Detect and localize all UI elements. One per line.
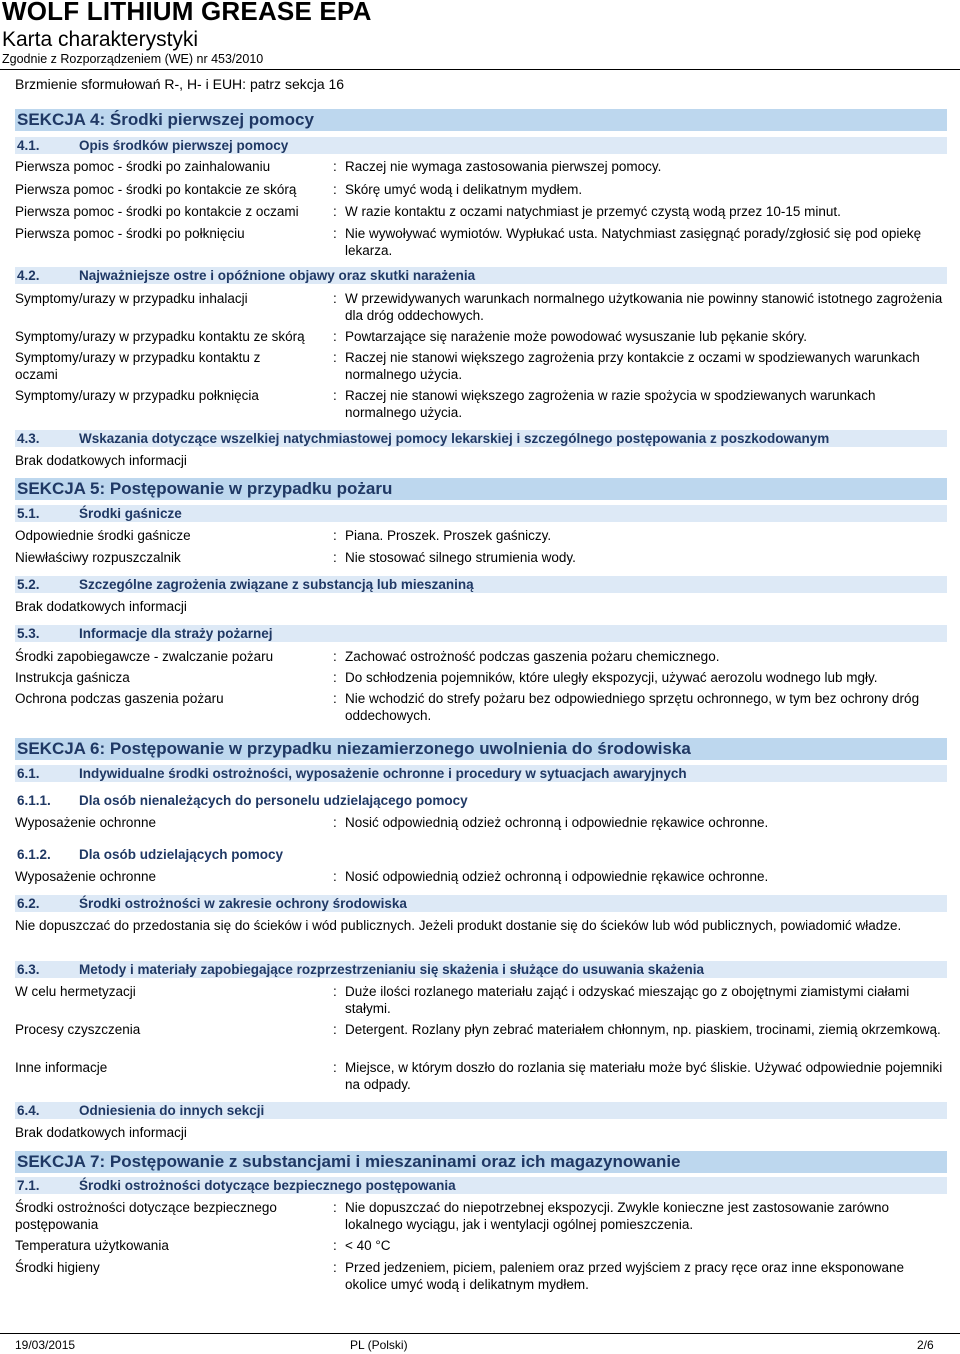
field-separator: : <box>333 815 337 830</box>
field-value: W przewidywanych warunkach normalnego użytkowania nie powinny stanowić istotnego zagrożenia dla dróg oddechowych. <box>345 291 943 323</box>
subsection-6-2 <box>15 895 947 912</box>
section-4-title: SEKCJA 4: Środki pierwszej pomocy <box>15 109 947 131</box>
header-divider <box>0 69 960 70</box>
subsection-title: Najważniejsze ostre i opóźnione objawy oraz skutki narażenia <box>79 268 476 283</box>
subsection-6-3 <box>15 961 947 978</box>
field-label: Wyposażenie ochronne <box>15 815 156 830</box>
subsection-title: Dla osób nienależących do personelu udzielającego pomocy <box>79 793 468 808</box>
subsection-6-4 <box>15 1102 947 1119</box>
field-label: Instrukcja gaśnicza <box>15 670 130 685</box>
field-separator: : <box>333 670 337 685</box>
field-separator: : <box>333 1060 337 1075</box>
field-label: Symptomy/urazy w przypadku połknięcia <box>15 388 259 403</box>
field-separator: : <box>333 182 337 197</box>
subsection-number: 6.1.2. <box>17 847 51 862</box>
subsection-title: Wskazania dotyczące wszelkiej natychmiastowej pomocy lekarskiej i szczególnego postępowania z poszkodowanym <box>79 431 830 446</box>
field-value: Raczej nie stanowi większego zagrożenia przy kontakcie z oczami w spodziewanych warunkach normalnego użycia. <box>345 350 920 382</box>
subsection-4-3 <box>15 430 947 447</box>
subsection-5-2 <box>15 576 947 593</box>
subsection-number: 6.4. <box>17 1103 40 1118</box>
subsection-4-2 <box>15 267 947 284</box>
field-label: Procesy czyszczenia <box>15 1022 141 1037</box>
subsection-number: 5.1. <box>17 506 40 521</box>
field-separator: : <box>333 226 337 241</box>
subsection-number: 6.2. <box>17 896 40 911</box>
subsection-title: Opis środków pierwszej pomocy <box>79 138 289 153</box>
field-value: Duże ilości rozlanego materiału zająć i odzyskać mieszając go z obojętnymi ziamistymi ciałami stałymi. <box>345 984 910 1016</box>
field-label: Odpowiednie środki gaśnicze <box>15 528 191 543</box>
field-label: Pierwsza pomoc - środki po kontakcie z oczami <box>15 204 299 219</box>
field-separator: : <box>333 550 337 565</box>
subsection-6-1 <box>15 765 947 782</box>
field-value: Nie wchodzić do strefy pożaru bez odpowiedniego sprzętu ochronnego, w tym bez ochrony dróg oddechowych. <box>345 691 920 723</box>
section-5-title: SEKCJA 5: Postępowanie w przypadku pożaru <box>15 478 947 500</box>
field-label: Pierwsza pomoc - środki po kontakcie ze skórą <box>15 182 297 197</box>
field-label: Symptomy/urazy w przypadku kontaktu z oczami <box>15 350 261 382</box>
field-value: Zachować ostrożność podczas gaszenia pożaru chemicznego. <box>345 649 720 664</box>
field-value: Detergent. Rozlany płyn zebrać materiałem chłonnym, np. piaskiem, trocinami, ziemią okrzemkową. <box>345 1022 941 1037</box>
footer-divider <box>0 1333 960 1334</box>
field-value: Miejsce, w którym doszło do rozlania się materiału może być śliskie. Używać odpowiednie pojemniki na odpady. <box>345 1060 943 1092</box>
field-value: Skórę umyć wodą i delikatnym mydłem. <box>345 182 583 197</box>
field-separator: : <box>333 329 337 344</box>
subsection-title: Informacje dla straży pożarnej <box>79 626 273 641</box>
field-value: Raczej nie wymaga zastosowania pierwszej pomocy. <box>345 159 662 174</box>
subsection-6-1-2 <box>15 846 947 863</box>
field-value: Nosić odpowiednią odzież ochronną i odpowiednie rękawice ochronne. <box>345 869 769 884</box>
field-label: Wyposażenie ochronne <box>15 869 156 884</box>
field-separator: : <box>333 1238 337 1253</box>
field-label: Ochrona podczas gaszenia pożaru <box>15 691 224 706</box>
field-separator: : <box>333 649 337 664</box>
field-label: Inne informacje <box>15 1060 108 1075</box>
field-value: < 40 °C <box>345 1238 391 1253</box>
field-separator: : <box>333 350 337 365</box>
field-value: Nie dopuszczać do niepotrzebnej ekspozycji. Zwykle konieczne jest zastosowanie zarówno lokalnego wyciągu, jak i wentylacji ogólnej pomieszczenia. <box>345 1200 890 1232</box>
subsection-number: 4.3. <box>17 431 40 446</box>
field-separator: : <box>333 388 337 403</box>
field-label: Symptomy/urazy w przypadku kontaktu ze skórą <box>15 329 305 344</box>
field-separator: : <box>333 1200 337 1215</box>
field-separator: : <box>333 984 337 999</box>
subsection-6-1-1 <box>15 792 947 809</box>
subsection-title: Indywidualne środki ostrożności, wyposażenie ochronne i procedury w sytuacjach awaryjnych <box>79 766 687 781</box>
document-subtitle: Karta charakterystyki <box>2 28 199 51</box>
section-6-title: SEKCJA 6: Postępowanie w przypadku niezamierzonego uwolnienia do środowiska <box>15 738 947 760</box>
subsection-number: 5.2. <box>17 577 40 592</box>
field-value: Raczej nie stanowi większego zagrożenia w razie spożycia w spodziewanych warunkach normalnego użycia. <box>345 388 876 420</box>
section-7-title: SEKCJA 7: Postępowanie z substancjami i mieszaninami oraz ich magazynowanie <box>15 1151 947 1173</box>
subsection-title: Środki ostrożności dotyczące bezpiecznego postępowania <box>79 1178 456 1193</box>
no-additional-info: Brak dodatkowych informacji <box>15 1125 187 1140</box>
environmental-precautions-text: Nie dopuszczać do przedostania się do ścieków i wód publicznych. Jeżeli produkt dostanie się do ścieków lub wód publicznych, powiadomić władze. <box>15 918 902 933</box>
footer-date: 19/03/2015 <box>15 1338 76 1352</box>
field-separator: : <box>333 204 337 219</box>
no-additional-info: Brak dodatkowych informacji <box>15 599 187 614</box>
subsection-title: Środki ostrożności w zakresie ochrony środowiska <box>79 896 407 911</box>
field-label: W celu hermetyzacji <box>15 984 136 999</box>
field-label: Pierwsza pomoc - środki po połknięciu <box>15 226 245 241</box>
document-title: WOLF LITHIUM GREASE EPA <box>2 0 372 26</box>
subsection-title: Szczególne zagrożenia związane z substancją lub mieszaniną <box>79 577 474 592</box>
field-label: Środki ostrożności dotyczące bezpiecznego postępowania <box>15 1200 277 1232</box>
subsection-5-1 <box>15 505 947 522</box>
field-value: Przed jedzeniem, piciem, paleniem oraz przed wyjściem z pracy ręce oraz inne eksponowane okolice umyć wodą i delikatnym mydłem. <box>345 1260 905 1292</box>
field-value: Piana. Proszek. Proszek gaśniczy. <box>345 528 552 543</box>
footer-page-number: 2/6 <box>917 1338 934 1352</box>
footer-language: PL (Polski) <box>350 1338 408 1352</box>
field-label: Pierwsza pomoc - środki po zainhalowaniu <box>15 159 271 174</box>
subsection-number: 6.1. <box>17 766 40 781</box>
subsection-5-3 <box>15 625 947 642</box>
field-label: Środki higieny <box>15 1260 100 1275</box>
subsection-number: 4.1. <box>17 138 40 153</box>
field-separator: : <box>333 291 337 306</box>
regulation-reference: Zgodnie z Rozporządzeniem (WE) nr 453/2010 <box>2 52 264 66</box>
field-separator: : <box>333 869 337 884</box>
field-label: Temperatura użytkowania <box>15 1238 169 1253</box>
field-separator: : <box>333 159 337 174</box>
subsection-7-1 <box>15 1177 947 1194</box>
field-value: W razie kontaktu z oczami natychmiast je przemyć czystą wodą przez 10-15 minut. <box>345 204 841 219</box>
hazard-phrases-reference: Brzmienie sformułowań R-, H- i EUH: patrz sekcja 16 <box>15 76 345 92</box>
field-separator: : <box>333 1022 337 1037</box>
subsection-number: 6.1.1. <box>17 793 51 808</box>
field-separator: : <box>333 1260 337 1275</box>
subsection-title: Dla osób udzielających pomocy <box>79 847 284 862</box>
subsection-number: 4.2. <box>17 268 40 283</box>
subsection-title: Środki gaśnicze <box>79 506 182 521</box>
field-value: Powtarzające się narażenie może powodować wysuszanie lub pękanie skóry. <box>345 329 807 344</box>
field-value: Nie wywoływać wymiotów. Wypłukać usta. Natychmiast zasięgnąć porady/zgłosić się pod opiekę lekarza. <box>345 226 922 258</box>
subsection-number: 7.1. <box>17 1178 40 1193</box>
field-value: Nie stosować silnego strumienia wody. <box>345 550 576 565</box>
subsection-number: 6.3. <box>17 962 40 977</box>
field-label: Środki zapobiegawcze - zwalczanie pożaru <box>15 649 274 664</box>
subsection-4-1 <box>15 137 947 154</box>
field-separator: : <box>333 691 337 706</box>
subsection-title: Metody i materiały zapobiegające rozprzestrzenianiu się skażenia i służące do usuwania skażenia <box>79 962 704 977</box>
field-label: Niewłaściwy rozpuszczalnik <box>15 550 181 565</box>
field-value: Nosić odpowiednią odzież ochronną i odpowiednie rękawice ochronne. <box>345 815 769 830</box>
subsection-number: 5.3. <box>17 626 40 641</box>
no-additional-info: Brak dodatkowych informacji <box>15 453 187 468</box>
field-label: Symptomy/urazy w przypadku inhalacji <box>15 291 248 306</box>
field-separator: : <box>333 528 337 543</box>
subsection-title: Odniesienia do innych sekcji <box>79 1103 265 1118</box>
field-value: Do schłodzenia pojemników, które uległy ekspozycji, używać aerozolu wodnego lub mgły. <box>345 670 878 685</box>
